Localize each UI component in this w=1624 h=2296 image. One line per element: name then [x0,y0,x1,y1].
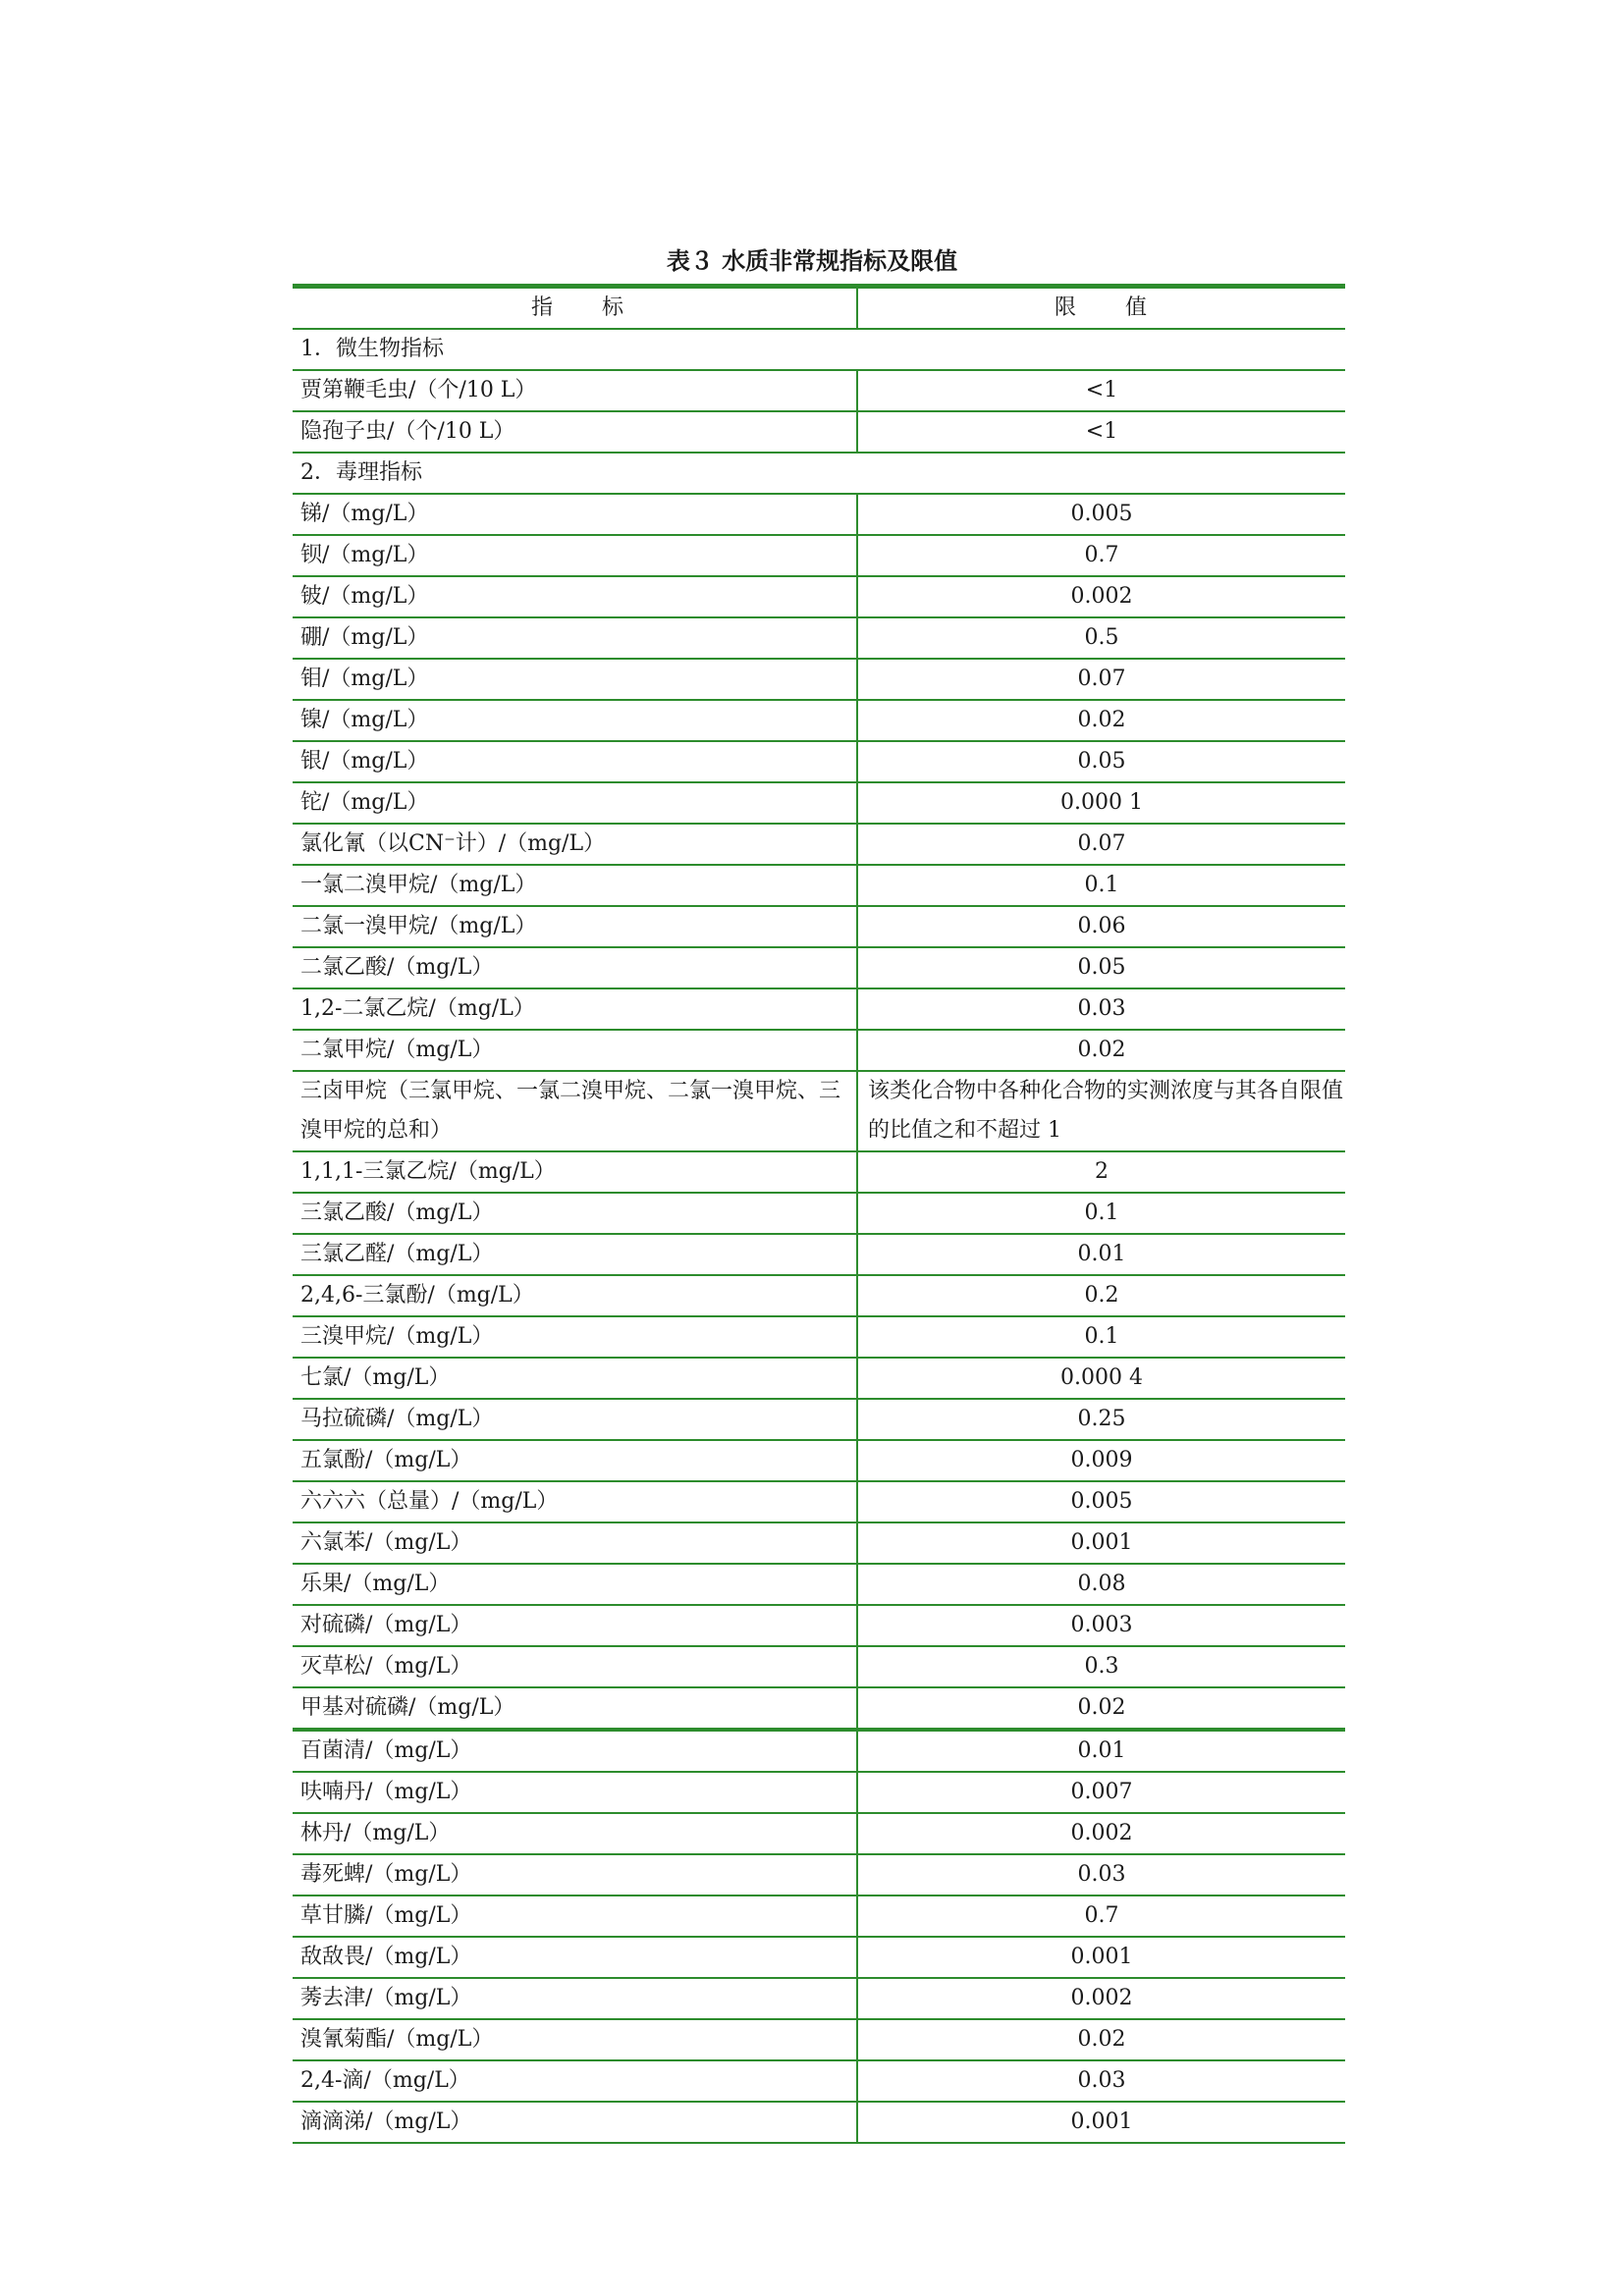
section-heading: 1．微生物指标 [300,337,444,361]
indicator-cell: 莠去津/（mg/L） [293,1979,858,2018]
limit-cell: 0.01 [1077,1242,1126,1266]
table-row [293,1814,1345,1855]
limit-cell: 0.7 [1084,1903,1119,1928]
limit-cell: 2 [1095,1159,1109,1184]
limit-cell: 0.1 [1084,1324,1119,1349]
indicator-cell: 敌敌畏/（mg/L） [293,1938,858,1977]
limit-cell: 0.02 [1077,2027,1126,2052]
limit-cell: 0.009 [1070,1448,1133,1472]
table-row [293,1688,1345,1732]
indicator-cell: 硼/（mg/L） [293,618,858,658]
limit-cell: 0.002 [1070,1986,1133,2010]
limit-cell: <1 [1085,419,1118,444]
indicator-cell: 五氯酚/（mg/L） [293,1441,858,1480]
indicator-cell: 呋喃丹/（mg/L） [293,1773,858,1812]
indicator-cell: 六六六（总量）/（mg/L） [293,1482,858,1522]
table-row [293,1400,1345,1441]
indicator-cell: 镍/（mg/L） [293,701,858,740]
indicator-cell: 甲基对硫磷/（mg/L） [293,1688,858,1728]
table-row [293,742,1345,783]
table-row [293,1194,1345,1235]
limit-cell: 0.03 [1077,2068,1126,2093]
limit-cell: 0.000 1 [1060,790,1143,815]
indicator-cell: 银/（mg/L） [293,742,858,781]
section-heading: 2．毒理指标 [300,460,422,485]
limit-cell: 0.07 [1077,667,1126,691]
indicator-cell: 锑/（mg/L） [293,495,858,534]
limit-cell: 0.2 [1084,1283,1119,1308]
indicator-cell: 贾第鞭毛虫/（个/10 L） [293,371,858,410]
table-row [293,907,1345,948]
limit-cell: 0.005 [1070,502,1133,526]
table-row [293,1896,1345,1938]
limit-cell: 0.05 [1077,749,1126,774]
limit-cell: 0.02 [1077,1695,1126,1720]
section-row [293,330,1345,371]
table-row [293,948,1345,989]
table-row [293,2061,1345,2103]
limit-cell: 0.03 [1077,1862,1126,1887]
limit-cell: 0.003 [1070,1613,1133,1637]
indicator-cell: 2,4,6-三氯酚/（mg/L） [293,1276,858,1315]
table-row [293,825,1345,866]
table-row [293,2020,1345,2061]
limit-cell: 0.05 [1077,955,1126,980]
limit-cell: 0.01 [1077,1738,1126,1763]
table-body [293,330,1345,2144]
limit-cell: 该类化合物中各种化合物的实测浓度与其各自限值的比值之和不超过 1 [868,1079,1344,1143]
table-row [293,1152,1345,1194]
indicator-cell: 灭草松/（mg/L） [293,1647,858,1686]
indicator-cell: 钼/（mg/L） [293,660,858,699]
table-row [293,1482,1345,1523]
table-row [293,1773,1345,1814]
table-row [293,1317,1345,1359]
indicator-cell: 2,4-滴/（mg/L） [293,2061,858,2101]
indicator-cell: 二氯甲烷/（mg/L） [293,1031,858,1070]
limit-cell: 0.7 [1084,543,1119,567]
indicator-cell: 对硫磷/（mg/L） [293,1606,858,1645]
limit-cell: 0.001 [1070,2109,1133,2134]
indicator-cell: 铊/（mg/L） [293,783,858,823]
limit-cell: 0.001 [1070,1945,1133,1969]
table-row [293,783,1345,825]
table-row [293,1359,1345,1400]
limit-cell: 0.002 [1070,1821,1133,1845]
limit-cell: 0.02 [1077,1038,1126,1062]
indicator-cell: 乐果/（mg/L） [293,1565,858,1604]
indicator-cell: 二氯乙酸/（mg/L） [293,948,858,988]
table-row [293,1938,1345,1979]
table-row [293,1855,1345,1896]
indicator-cell: 草甘膦/（mg/L） [293,1896,858,1936]
indicator-cell: 溴氰菊酯/（mg/L） [293,2020,858,2059]
limit-cell: 0.007 [1070,1780,1133,1804]
indicator-cell: 三溴甲烷/（mg/L） [293,1317,858,1357]
table-row [293,1235,1345,1276]
limit-cell: 0.02 [1077,708,1126,732]
indicator-cell: 铍/（mg/L） [293,577,858,616]
indicator-cell: 三卤甲烷（三氯甲烷、一氯二溴甲烷、二氯一溴甲烷、三溴甲烷的总和） [293,1072,858,1150]
limit-cell: 0.08 [1077,1572,1126,1596]
table-title: 表３ 水质非常规指标及限值 [666,247,958,275]
indicator-cell: 六氯苯/（mg/L） [293,1523,858,1563]
limit-cell: 0.1 [1084,1201,1119,1225]
indicator-cell: 1,1,1-三氯乙烷/（mg/L） [293,1152,858,1192]
table-row [293,536,1345,577]
indicator-cell: 滴滴涕/（mg/L） [293,2103,858,2142]
limit-cell: 0.03 [1077,996,1126,1021]
table-row [293,660,1345,701]
table-row [293,1031,1345,1072]
indicator-cell: 百菌清/（mg/L） [293,1732,858,1771]
indicator-cell: 三氯乙酸/（mg/L） [293,1194,858,1233]
limit-cell: 0.000 4 [1060,1365,1143,1390]
table-row [293,701,1345,742]
limit-cell: 0.1 [1084,873,1119,897]
limit-cell: 0.3 [1084,1654,1119,1679]
indicator-cell: 七氯/（mg/L） [293,1359,858,1398]
table-row [293,1979,1345,2020]
table-row [293,618,1345,660]
indicator-cell: 钡/（mg/L） [293,536,858,575]
table-row [293,577,1345,618]
table-row [293,495,1345,536]
table-row [293,1441,1345,1482]
table-row [293,2103,1345,2144]
indicator-cell: 林丹/（mg/L） [293,1814,858,1853]
water-quality-table [293,284,1345,2144]
limit-cell: <1 [1085,378,1118,402]
indicator-cell: 隐孢子虫/（个/10 L） [293,412,858,452]
indicator-cell: 马拉硫磷/（mg/L） [293,1400,858,1439]
indicator-cell: 氯化氰（以CN⁻计）/（mg/L） [293,825,858,864]
limit-cell: 0.001 [1070,1530,1133,1555]
table-row [293,1072,1345,1152]
table-row [293,1565,1345,1606]
indicator-cell: 三氯乙醛/（mg/L） [293,1235,858,1274]
limit-cell: 0.25 [1077,1407,1126,1431]
table-row [293,371,1345,412]
indicator-cell: 一氯二溴甲烷/（mg/L） [293,866,858,905]
table-row [293,1647,1345,1688]
limit-cell: 0.07 [1077,831,1126,856]
table-row [293,1732,1345,1773]
header-limit: 限 值 [1054,295,1149,320]
limit-cell: 0.06 [1077,914,1126,938]
limit-cell: 0.005 [1070,1489,1133,1514]
header-indicator: 指 标 [293,289,858,328]
table-row [293,1276,1345,1317]
limit-cell: 0.002 [1070,584,1133,609]
table-row [293,1523,1345,1565]
table-header-row [293,284,1345,330]
table-row [293,1606,1345,1647]
limit-cell: 0.5 [1084,625,1119,650]
table-row [293,989,1345,1031]
indicator-cell: 二氯一溴甲烷/（mg/L） [293,907,858,946]
indicator-cell: 毒死蜱/（mg/L） [293,1855,858,1895]
section-row [293,454,1345,495]
table-row [293,412,1345,454]
indicator-cell: 1,2-二氯乙烷/（mg/L） [293,989,858,1029]
table-row [293,866,1345,907]
